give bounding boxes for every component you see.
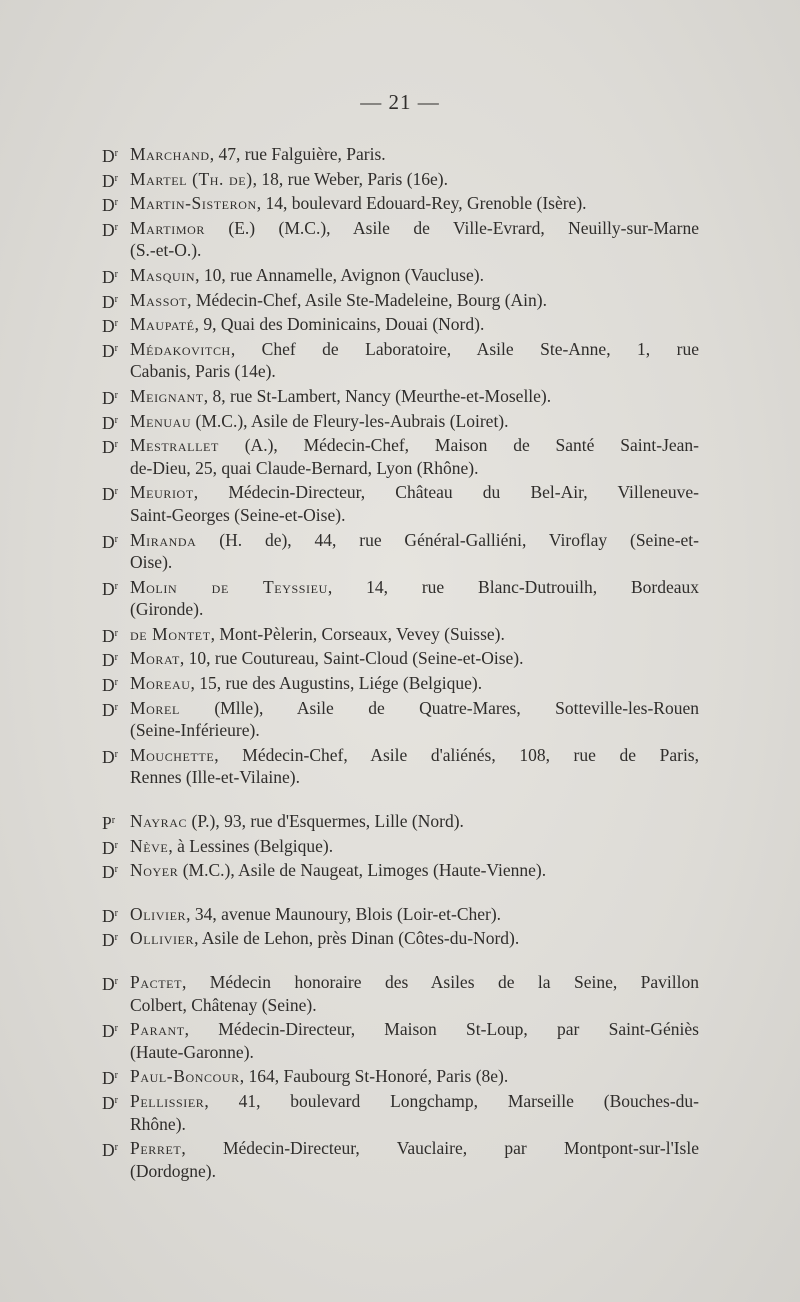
- entry-name: Morel: [130, 697, 180, 718]
- entry-first-line: [130, 481, 699, 504]
- entry-title-letter: D: [102, 484, 115, 505]
- entry-title-sup: r: [114, 1094, 118, 1106]
- entry-title-letter: D: [102, 905, 115, 926]
- entry-continuation: Saint-Georges (Seine-et-Oise).: [130, 504, 346, 525]
- entry-name: Morat: [130, 648, 180, 669]
- entry-text: , 47, rue Falguière, Paris.: [209, 144, 386, 164]
- entry-title: [102, 1090, 118, 1115]
- entry-title: [102, 672, 118, 697]
- entry-title-letter: D: [102, 412, 115, 433]
- list-entry: [102, 1137, 699, 1182]
- list-entry: [102, 623, 699, 646]
- entry-name: Menuau: [130, 410, 192, 431]
- entry-first-line: [130, 811, 464, 831]
- entry-title-letter: D: [102, 316, 115, 337]
- entry-title-letter: D: [102, 1021, 115, 1042]
- entry-title-sup: r: [114, 701, 118, 713]
- entry-title-sup: r: [114, 172, 118, 184]
- entry-title-sup: r: [114, 627, 118, 639]
- member-list: [102, 143, 699, 1184]
- list-entry: [102, 810, 699, 833]
- list-entry: [102, 1090, 699, 1135]
- entry-title-letter: D: [102, 291, 115, 312]
- entry-text: , Médecin-Directeur, Château du Bel-Air, Villeneuve-: [193, 482, 699, 503]
- entry-text: (M.C.), Asile de Naugeat, Limoges (Haute-Vienne).: [178, 860, 547, 881]
- entry-title-letter: D: [102, 387, 115, 408]
- list-entry: [102, 835, 699, 858]
- entry-text: , 14, rue Blanc-Dutrouilh, Bordeaux: [327, 576, 700, 597]
- entry-title: [102, 434, 118, 459]
- entry-title: [102, 168, 118, 193]
- entry-title: [102, 927, 118, 952]
- entry-title-sup: r: [114, 677, 118, 689]
- entry-title: [102, 623, 118, 648]
- entry-name: Parant: [130, 1019, 185, 1040]
- entry-title: [102, 1137, 118, 1162]
- entry-first-line: [130, 217, 699, 240]
- entry-name: Mestrallet: [130, 435, 219, 456]
- entry-title-letter: D: [102, 650, 115, 671]
- entry-title-sup: r: [111, 815, 116, 827]
- list-entry: [102, 672, 699, 695]
- entry-text: , 34, avenue Maunoury, Blois (Loir-et-Cher).: [186, 903, 502, 924]
- entry-title: [102, 289, 118, 314]
- list-entry: [102, 313, 699, 336]
- entry-first-line: [130, 193, 587, 213]
- entry-first-line: [130, 624, 505, 644]
- entry-name: Masquin: [130, 264, 196, 285]
- entry-title-letter: D: [102, 195, 115, 216]
- list-entry: [102, 481, 699, 526]
- entry-title: [102, 903, 118, 928]
- entry-title-letter: D: [102, 930, 115, 951]
- entry-title: [102, 143, 118, 168]
- entry-continuation: (Haute-Garonne).: [130, 1041, 254, 1062]
- entry-title-sup: r: [114, 293, 118, 305]
- entry-text: , 14, boulevard Edouard-Rey, Grenoble (Isère).: [256, 193, 587, 214]
- entry-title-sup: r: [114, 148, 118, 159]
- entry-title-letter: D: [102, 437, 115, 458]
- entry-name: Molin de Teyssieu: [130, 576, 328, 597]
- entry-title-letter: P: [102, 813, 112, 834]
- entry-name: Meuriot: [130, 482, 194, 503]
- entry-first-line: [130, 836, 333, 856]
- entry-name: Martin-Sisteron: [130, 193, 257, 214]
- entry-text: (P.), 93, rue d'Esquermes, Lille (Nord).: [187, 811, 464, 832]
- entry-name: Marchand: [130, 144, 210, 164]
- entry-text: , Mont-Pèlerin, Corseaux, Vevey (Suisse).: [210, 623, 505, 644]
- list-entry: [102, 744, 699, 789]
- list-entry: [102, 385, 699, 408]
- list-entry: [102, 168, 699, 191]
- entry-first-line: [130, 411, 509, 431]
- entry-title-letter: D: [102, 746, 115, 767]
- entry-text: , Médecin-Chef, Asile Ste-Madeleine, Bourg (Ain).: [187, 289, 547, 310]
- entry-continuation: Oise).: [130, 552, 173, 573]
- entry-name: Mouchette: [130, 744, 215, 765]
- entry-title-sup: r: [114, 652, 118, 664]
- entry-continuation: Rennes (Ille-et-Vilaine).: [130, 767, 300, 788]
- entry-continuation: Rhône).: [130, 1113, 186, 1134]
- entry-text: , Médecin-Chef, Asile d'aliénés, 108, rue de Paris,: [214, 744, 699, 765]
- entry-title: [102, 697, 118, 722]
- list-entry: [102, 576, 699, 621]
- entry-title: [102, 971, 118, 996]
- entry-title: [102, 744, 118, 769]
- entry-title-letter: D: [102, 578, 115, 599]
- entry-title-sup: r: [114, 932, 118, 944]
- entry-name: Nève: [130, 835, 169, 856]
- entry-first-line: [130, 144, 386, 164]
- entry-first-line: [130, 744, 699, 767]
- list-entry: [102, 217, 699, 262]
- entry-title-sup: r: [114, 907, 118, 919]
- entry-name: Martimor: [130, 217, 205, 238]
- list-entry: [102, 1065, 699, 1088]
- list-entry: [102, 927, 699, 950]
- entry-text: , Chef de Laboratoire, Asile Ste-Anne, 1, rue: [230, 338, 699, 359]
- entry-continuation: Colbert, Châtenay (Seine).: [130, 994, 317, 1015]
- entry-title: [102, 529, 118, 554]
- list-entry: [102, 338, 699, 383]
- entry-title-sup: r: [114, 414, 118, 426]
- list-entry: [102, 192, 699, 215]
- entry-title-sup: r: [114, 1142, 118, 1154]
- entry-name: Pellissier: [130, 1090, 205, 1111]
- entry-title-sup: r: [114, 748, 118, 760]
- entry-title: [102, 410, 118, 435]
- entry-text: (A.), Médecin-Chef, Maison de Santé Saint-Jean-: [218, 435, 699, 456]
- list-entry: [102, 859, 699, 882]
- entry-continuation: (Dordogne).: [130, 1160, 217, 1181]
- entry-title-letter: D: [102, 266, 115, 287]
- entry-first-line: [130, 971, 699, 994]
- entry-name: Pactet: [130, 972, 182, 992]
- entry-title: [102, 264, 118, 289]
- entry-name: Médakovitch: [130, 338, 231, 359]
- entry-continuation: de-Dieu, 25, quai Claude-Bernard, Lyon (Rhône).: [130, 457, 479, 478]
- entry-text: (H. de), 44, rue Général-Galliéni, Viroflay (Seine-et-: [196, 529, 699, 550]
- entry-title-letter: D: [102, 1092, 115, 1113]
- entry-first-line: [130, 1137, 699, 1160]
- entry-title: [102, 810, 115, 835]
- entry-title-letter: D: [102, 1140, 115, 1161]
- list-entry: [102, 529, 699, 574]
- entry-first-line: [130, 265, 484, 285]
- entry-title: [102, 217, 118, 242]
- entry-name: Olivier: [130, 903, 187, 924]
- entry-title-letter: D: [102, 340, 115, 361]
- entry-title-sup: r: [114, 1023, 118, 1035]
- entry-first-line: [130, 290, 547, 310]
- entry-title: [102, 385, 118, 410]
- entry-title-letter: D: [102, 974, 115, 994]
- entry-continuation: (S.-et-O.).: [130, 240, 202, 261]
- entry-name: Massot: [130, 289, 188, 310]
- entry-title: [102, 576, 118, 601]
- entry-title-letter: D: [102, 219, 115, 240]
- entry-title: [102, 192, 118, 217]
- entry-first-line: [130, 648, 524, 668]
- entry-title: [102, 647, 118, 672]
- list-entry: [102, 697, 699, 742]
- entry-title: [102, 1018, 118, 1043]
- entry-first-line: [130, 928, 519, 948]
- entry-text: (M.C.), Asile de Fleury-les-Aubrais (Loiret).: [191, 410, 509, 431]
- list-entry: [102, 647, 699, 670]
- entry-text: , Médecin honoraire des Asiles de la Seine, Pavillon: [182, 972, 699, 992]
- page-number: — 21 —: [360, 90, 440, 114]
- entry-text: (Mlle), Asile de Quatre-Mares, Sotteville-les-Rouen: [179, 697, 699, 718]
- list-entry: [102, 903, 699, 926]
- entry-first-line: [130, 1018, 699, 1041]
- list-entry: [102, 289, 699, 312]
- entry-name: Maupaté: [130, 314, 195, 335]
- entry-name: Moreau: [130, 673, 191, 694]
- list-entry: [102, 434, 699, 479]
- entry-title-letter: D: [102, 146, 115, 166]
- entry-title-letter: D: [102, 699, 115, 720]
- entry-text: , Médecin-Directeur, Vauclaire, par Montpont-sur-l'Isle: [181, 1138, 699, 1159]
- entry-title-sup: r: [114, 439, 118, 451]
- list-entry: [102, 410, 699, 433]
- entry-title-sup: r: [114, 268, 118, 280]
- entry-name: Paul-Boncour: [130, 1066, 240, 1087]
- entry-first-line: [130, 338, 699, 361]
- entry-continuation: (Gironde).: [130, 599, 204, 620]
- entry-text: , Médecin-Directeur, Maison St-Loup, par Saint-Géniès: [184, 1019, 699, 1040]
- entry-title-letter: D: [102, 531, 115, 552]
- entry-text: , 10, rue Coutureau, Saint-Cloud (Seine-et-Oise).: [179, 648, 524, 669]
- list-entry: [102, 264, 699, 287]
- entry-first-line: [130, 314, 484, 334]
- entry-text: , 164, Faubourg St-Honoré, Paris (8e).: [239, 1066, 509, 1087]
- entry-title-letter: D: [102, 862, 115, 883]
- entry-first-line: [130, 529, 699, 552]
- entry-title-sup: r: [114, 839, 118, 851]
- entry-title-sup: r: [114, 342, 118, 354]
- entry-first-line: [130, 1066, 508, 1086]
- entry-name: Noyer: [130, 860, 179, 881]
- list-entry: [102, 143, 699, 166]
- entry-title: [102, 481, 118, 506]
- entry-text: , 41, boulevard Longchamp, Marseille (Bouches-du-: [204, 1090, 699, 1111]
- entry-first-line: [130, 386, 551, 406]
- entry-first-line: [130, 576, 699, 599]
- entry-title: [102, 1065, 118, 1090]
- entry-text: , 10, rue Annamelle, Avignon (Vaucluse).: [195, 264, 484, 285]
- entry-text: , 8, rue St-Lambert, Nancy (Meurthe-et-Moselle).: [203, 385, 552, 406]
- entry-title-letter: D: [102, 170, 115, 191]
- entry-title-sup: r: [114, 221, 118, 233]
- entry-first-line: [130, 169, 448, 189]
- entry-first-line: [130, 860, 546, 880]
- entry-title-sup: r: [114, 318, 118, 330]
- entry-title-letter: D: [102, 1068, 115, 1089]
- entry-text: , 9, Quai des Dominicains, Douai (Nord).: [194, 314, 485, 335]
- entry-first-line: [130, 434, 699, 457]
- entry-title-sup: r: [114, 864, 118, 876]
- entry-title: [102, 338, 118, 363]
- entry-first-line: [130, 673, 482, 693]
- entry-text: (E.) (M.C.), Asile de Ville-Evrard, Neuilly-sur-Marne: [204, 217, 699, 238]
- entry-title-letter: D: [102, 675, 115, 696]
- entry-name: Meignant: [130, 385, 204, 406]
- entry-title: [102, 859, 118, 884]
- entry-title-sup: r: [114, 1070, 118, 1082]
- entry-title-letter: D: [102, 837, 115, 858]
- entry-name: Nayrac: [130, 811, 188, 832]
- entry-continuation: (Seine-Inférieure).: [130, 720, 260, 741]
- entry-name: de Montet: [130, 623, 211, 644]
- entry-title: [102, 835, 118, 860]
- entry-text: , Asile de Lehon, près Dinan (Côtes-du-Nord).: [194, 928, 520, 949]
- list-entry: [102, 1018, 699, 1063]
- entry-title-sup: r: [114, 389, 118, 401]
- entry-first-line: [130, 904, 501, 924]
- entry-continuation: Cabanis, Paris (14e).: [130, 361, 276, 382]
- entry-text: , à Lessines (Belgique).: [168, 835, 334, 856]
- entry-name: Ollivier: [130, 928, 195, 949]
- entry-title: [102, 313, 118, 338]
- entry-name: Perret: [130, 1138, 182, 1159]
- entry-title-sup: r: [114, 976, 118, 987]
- list-entry: [102, 971, 699, 1016]
- entry-title-sup: r: [114, 486, 118, 498]
- entry-first-line: [130, 1090, 699, 1113]
- entry-name: Miranda: [130, 529, 197, 550]
- entry-first-line: [130, 697, 699, 720]
- entry-text: , 18, rue Weber, Paris (16e).: [252, 168, 448, 189]
- entry-title-sup: r: [114, 580, 118, 592]
- entry-title-letter: D: [102, 625, 115, 646]
- entry-text: , 15, rue des Augustins, Liége (Belgique).: [190, 673, 483, 694]
- entry-title-sup: r: [114, 533, 118, 545]
- entry-title-sup: r: [114, 197, 118, 209]
- entry-name: Martel (Th. de): [130, 168, 253, 189]
